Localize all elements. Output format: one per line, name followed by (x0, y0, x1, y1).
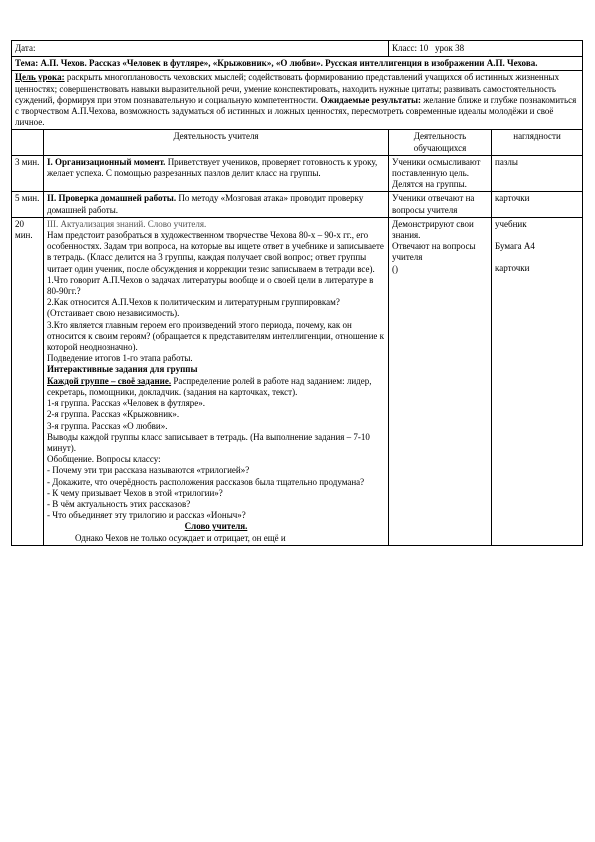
goal-label: Цель урока: (15, 72, 65, 83)
intro-text: Нам предстоит разобраться в художественном творчестве Чехова 80-х – 90-х гг., его особенностях. Задам три вопроса, на которые вы ищете ответ в учебнике и записываете в тетрадь. (Класс делится на 3 группы, каждая получает свой вопрос; ответ группы читает один ученик, после обсуждения и коррекции тезис записываем в тетради все). (47, 230, 384, 274)
lesson-plan-page (11, 40, 582, 546)
students-header: Деятельность обучающихся (389, 130, 492, 155)
topic-label: Тема: (15, 58, 39, 69)
class-label: Класс: 10 (392, 43, 429, 53)
stage-row (12, 192, 583, 217)
roles-text: Распределение ролей в работе над заданием: лидер, секретарь, помощники, докладчик. (задания на карточках, текст). (47, 375, 372, 397)
topic-cell (12, 57, 583, 71)
stage-text: Приветствует учеников, проверяет готовность к уроку, желает успеха. С помощью разрезанных пазлов делит класс на группы. (47, 156, 378, 179)
class-question-1: - Почему эти три рассказа называются «трилогией»? (47, 465, 250, 476)
stage-students: Ученики осмысливают поставленную цель. Делятся на группы. (389, 155, 492, 192)
time-header (12, 130, 44, 155)
group-2: 2-я группа. Рассказ «Крыжовник». (47, 409, 180, 420)
stage-time: 20 мин. (12, 217, 44, 545)
column-header-row (12, 130, 583, 155)
stage-title: III. Актуализация знаний. (47, 218, 146, 229)
stage-teacher (44, 192, 389, 217)
lesson-number: урок 38 (435, 43, 465, 53)
visual-item-2: Бумага А4 (495, 241, 535, 252)
generalization-text: Обобщение. Вопросы классу: (47, 454, 161, 465)
topic-row (12, 57, 583, 71)
goal-cell (12, 71, 583, 130)
students-text-1: Демонстрируют свои знания. (392, 218, 474, 241)
class-question-3: - К чему призывает Чехов в этой «трилогии»? (47, 487, 223, 498)
lesson-plan-table (11, 40, 583, 546)
students-text-3: () (392, 263, 399, 274)
class-question-4: - В чём актуальность этих рассказов? (47, 498, 191, 509)
stage-teacher (44, 217, 389, 545)
stage-row (12, 155, 583, 192)
conclusions-text: Выводы каждой группы класс записывает в тетрадь. (На выполнение задания – 7-10 минут). (47, 431, 370, 453)
final-text: Однако Чехов не только осуждает и отрицает, он ещё и (75, 532, 286, 543)
goal-text: раскрыть многоплановость чеховских мыслей; содействовать формированию представлений учащихся об истинных жизненных ценностях; совершенствовать навыки выразительной речи, умение конспектировать, находить нужные цитаты; развивать самостоятельность суждений, формируя при этом познавательную и социальную компетентности. (15, 72, 560, 105)
topic-text: А.П. Чехов. Рассказ «Человек в футляре», «Крыжовник», «О любви». Русская интеллигенция в изображении А.П. Чехова. (40, 58, 538, 69)
teacher-word-heading: Слово учителя. (184, 521, 248, 532)
stage-subtitle: Слово учителя. (147, 218, 207, 229)
stage-title: II. Проверка домашней работы. (47, 193, 177, 204)
class-question-2: - Докажите, что очерёдность расположения рассказов была тщательно продумана? (47, 476, 365, 487)
summary-text: Подведение итогов 1-го этапа работы. (47, 353, 193, 364)
stage-visual: карточки (492, 192, 583, 217)
interactive-title: Интерактивные задания для группы (47, 364, 198, 375)
stage-visual (492, 217, 583, 545)
visual-item-3: карточки (495, 263, 530, 274)
stage-students: Ученики отвечают на вопросы учителя (389, 192, 492, 217)
results-label: Ожидаемые результаты: (320, 94, 422, 105)
students-text-2: Отвечают на вопросы учителя (392, 241, 476, 263)
each-group-text: Каждой группе – своё задание. (47, 375, 172, 386)
class-question-5: - Что объединяет эту трилогию и рассказ «Ионыч»? (47, 510, 246, 521)
group-1: 1-я группа. Рассказ «Человек в футляре». (47, 398, 205, 409)
date-label: Дата: (15, 43, 36, 53)
results-text: желание ближе и глубже познакомиться с творчеством А.П.Чехова, возможность задуматься об истинных и ложных ценностях, пересмотреть современные идеалы молодёжи и своё личное. (15, 94, 577, 128)
visual-item-1: учебник (495, 218, 527, 229)
teacher-header: Деятельность учителя (44, 130, 389, 155)
stage-students (389, 217, 492, 545)
stage-title: I. Организационный момент. (47, 156, 166, 167)
visual-header: наглядности (492, 130, 583, 155)
stage-text: По методу «Мозговая атака» проводит проверку домашней работы. (47, 193, 364, 215)
class-cell (389, 41, 583, 57)
stage-visual: пазлы (492, 155, 583, 192)
question-1: 1.Что говорит А.П.Чехов о задачах литературы вообще и о своей цели в литературе в 80-90гг.? (47, 274, 374, 297)
stage-teacher (44, 155, 389, 192)
stage-time: 3 мин. (12, 155, 44, 192)
goal-row (12, 71, 583, 130)
date-cell (12, 41, 389, 57)
stage-time: 5 мин. (12, 192, 44, 217)
question-2: 2.Как относится А.П.Чехов к политическим и литературным группировкам?(Отстаивает свою независимость). (47, 297, 340, 319)
stage-row-actualization (12, 217, 583, 545)
question-3: 3.Кто является главным героем его произведений этого периода, почему, как он относится к своим героям? (обращается к представителям интеллигенции, отношение к которой неоднозначно). (47, 319, 385, 353)
date-class-row (12, 41, 583, 57)
group-3: 3-я группа. Рассказ «О любви». (47, 420, 168, 431)
